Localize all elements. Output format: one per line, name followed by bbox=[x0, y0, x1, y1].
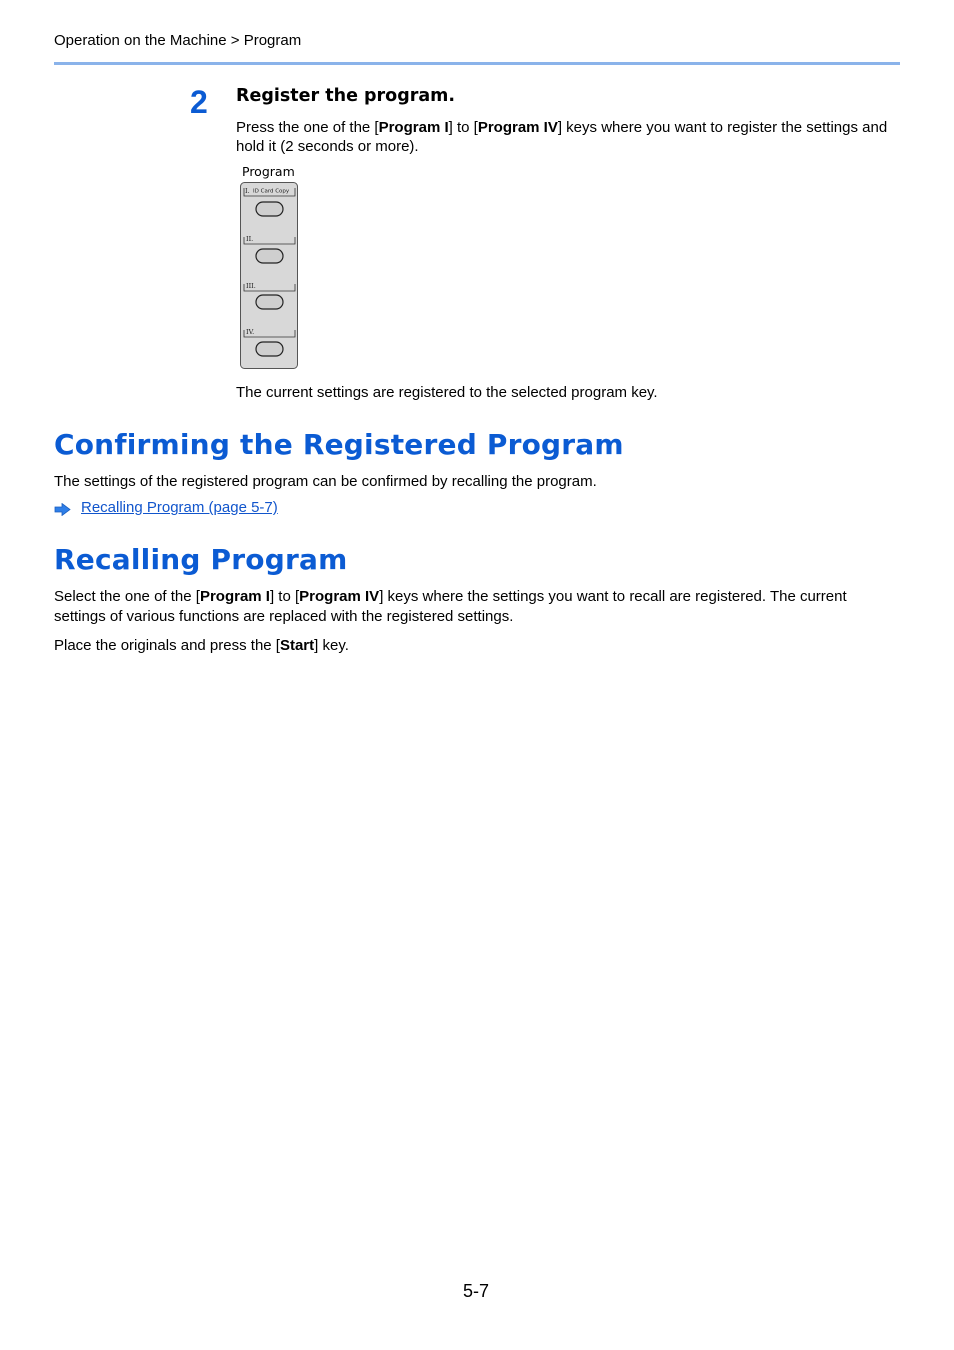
text: Select the one of the [ bbox=[54, 588, 200, 605]
recall-paragraph bbox=[54, 587, 902, 627]
text: Press the one of the [ bbox=[236, 119, 379, 136]
program-key-panel-illustration bbox=[240, 182, 298, 369]
label-program-3: III. bbox=[246, 282, 256, 290]
text: ] keys where you want to register the settings and hold it (2 seconds or more). bbox=[236, 119, 888, 155]
recall-heading: Recalling Program bbox=[54, 543, 348, 576]
step-title: Register the program. bbox=[236, 86, 456, 106]
program-iii-key bbox=[256, 295, 283, 309]
text: Place the originals and press the [ bbox=[54, 637, 280, 654]
breadcrumb: Operation on the Machine > Program bbox=[54, 32, 302, 49]
confirm-paragraph: The settings of the registered program can be confirmed by recalling the program. bbox=[54, 473, 597, 490]
label-program-4: IV. bbox=[246, 328, 255, 336]
label-program-2: II. bbox=[246, 235, 254, 243]
program-iv-key bbox=[256, 342, 283, 356]
header-rule bbox=[54, 62, 900, 65]
program-ii-key bbox=[256, 249, 283, 263]
key-name: Start bbox=[279, 637, 315, 654]
key-name: Program IV bbox=[299, 588, 380, 605]
key-name: Program I bbox=[199, 588, 270, 605]
text: ] to [ bbox=[448, 119, 478, 136]
page-number: 5-7 bbox=[463, 1281, 490, 1301]
confirm-heading: Confirming the Registered Program bbox=[54, 428, 624, 461]
recalling-program-link[interactable]: Recalling Program (page 5-7) bbox=[81, 499, 278, 516]
start-paragraph bbox=[54, 636, 902, 656]
key-name: Program IV bbox=[477, 119, 558, 136]
key-name: Program I bbox=[378, 119, 449, 136]
label-id-card-copy: ID Card Copy bbox=[253, 188, 290, 195]
text: ] key. bbox=[314, 637, 349, 654]
label-program-1: I. bbox=[245, 187, 250, 195]
text: ] keys where the settings you want to recall are registered. The current settings of various functions are replaced with the registered settings. bbox=[54, 588, 847, 625]
panel-caption: Program bbox=[242, 164, 295, 179]
arrow-right-icon bbox=[54, 503, 71, 516]
step-instruction bbox=[236, 118, 901, 156]
step-number: 2 bbox=[190, 84, 208, 120]
program-i-key bbox=[256, 202, 283, 216]
step-result: The current settings are registered to the selected program key. bbox=[236, 384, 658, 401]
text: ] to [ bbox=[269, 588, 300, 605]
